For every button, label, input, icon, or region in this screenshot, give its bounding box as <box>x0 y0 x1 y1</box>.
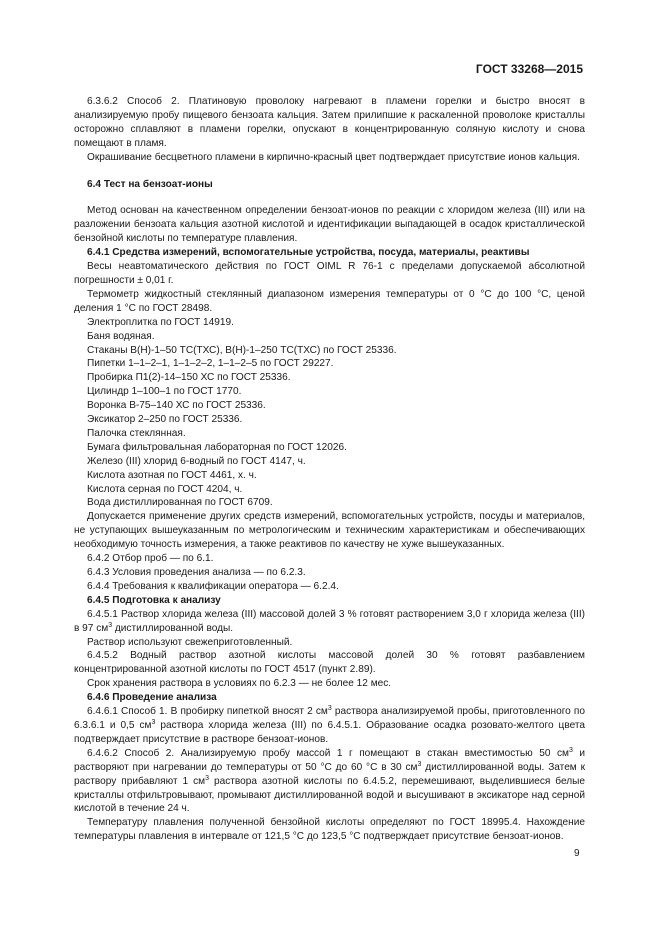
paragraph: 6.3.6.2 Способ 2. Платиновую проволоку нагревают в пламени горелки и быстро вносят в анализируемую пробу пищевого бензоата кальция. Затем прилипшие к раскаленной проволоке кристаллы осторожно сплавляют в пламени горелки, опускают в концентрированную соляную кислоту и снова помещают в пламя. <box>74 96 585 149</box>
section-heading: 6.4 Тест на бензоат-ионы <box>87 178 213 190</box>
paragraph: 6.4.5.2 Водный раствор азотной кислоты массовой долей 30 % готовят разбавлением концентрированной азотной кислоты по ГОСТ 4517 (пункт 2.89). <box>74 650 585 676</box>
list-item: Стаканы В(Н)-1–50 ТС(ТХС), В(Н)-1–250 ТС(ТХС) по ГОСТ 25336. <box>87 344 397 356</box>
list-item: Баня водяная. <box>87 330 155 342</box>
list-item: Цилиндр 1–100–1 по ГОСТ 1770. <box>87 386 242 398</box>
paragraph: Метод основан на качественном определении бензоат-ионов по реакции с хлоридом железа (III) или на разложении бензоата кальция азотной кислотой и идентификации выпадающей в осадок кристаллической бензойной кислоты по температуре плавления. <box>74 205 585 245</box>
paragraph: 6.4.4 Требования к квалификации оператора — 6.2.4. <box>87 580 339 592</box>
list-item: Воронка В-75–140 ХС по ГОСТ 25336. <box>87 400 266 412</box>
document-body <box>74 95 585 844</box>
paragraph: 6.4.3 Условия проведения анализа — по 6.2.3. <box>87 567 306 578</box>
list-item: Кислота серная по ГОСТ 4204, ч. <box>87 483 243 495</box>
list-item: Вода дистиллированная по ГОСТ 6709. <box>87 497 273 509</box>
paragraph: Раствор используют свежеприготовленный. <box>87 636 293 648</box>
paragraph: Допускается применение других средств измерений, вспомогательных устройств, посуды и материалов, не уступающих вышеуказанным по метрологическим и техническим характеристикам и обеспечивающих необходимую точность измерения, а также реактивов по качеству не хуже вышеуказанных. <box>74 511 585 551</box>
paragraph: 6.4.6.2 Способ 2. Анализируемую пробу массой 1 г помещают в стакан вместимостью 50 $см^3$ и растворяют при нагревании до температуры от 50 °С до 60 °С в 30 $см^3$ дистиллированной воды. Затем к раствору прибавляют 1 $см^3$ раствора азотной кислоты по 6.4.5.2, перемешивают, выделившиеся белые кристаллы отфильтровывают, промывают дистиллированной водой и высушивают в эксикаторе над серной кислотой в течение 24 ч. <box>74 746 585 815</box>
list-item: Электроплитка по ГОСТ 14919. <box>87 316 234 328</box>
list-item: Железо (III) хлорид 6-водный по ГОСТ 4147, ч. <box>87 455 306 467</box>
paragraph: 6.4.5.1 Раствор хлорида железа (III) массовой долей 3 % готовят растворением 3,0 г хлорида железа (III) в 97 $см^3$ дистиллированной воды. <box>74 608 585 634</box>
paragraph: 6.4.2 Отбор проб — по 6.1. <box>87 553 214 565</box>
list-item: Бумага фильтровальная лабораторная по ГОСТ 12026. <box>87 441 347 453</box>
paragraph: Срок хранения раствора в условиях по 6.2.3 — не более 12 мес. <box>87 678 392 690</box>
paragraph: Окрашивание бесцветного пламени в кирпично-красный цвет подтверждает присутствие ионов кальция. <box>87 151 580 163</box>
list-item: Эксикатор 2–250 по ГОСТ 25336. <box>87 414 243 426</box>
subsection-heading: 6.4.6 Проведение анализа <box>87 692 217 704</box>
document-code: ГОСТ 33268—2015 <box>475 62 583 76</box>
list-item: Весы неавтоматического действия по ГОСТ OIML R 76-1 с пределами допускаемой абсолютной погрешности ± 0,01 г. <box>74 261 585 286</box>
subsection-heading: 6.4.1 Средства измерений, вспомогательные устройства, посуда, материалы, реактивы <box>87 247 530 259</box>
list-item: Пипетки 1–1–2–1, 1–1–2–2, 1–1–2–5 по ГОСТ 29227. <box>87 358 334 370</box>
subsection-heading: 6.4.5 Подготовка к анализу <box>87 594 221 606</box>
paragraph: Температуру плавления полученной бензойной кислоты определяют по ГОСТ 18995.4. Нахождение температуры плавления в интервале от 121,5 °С до 123,5 °С подтверждает присутствие бензоат-ионов. <box>74 817 585 843</box>
list-item: Кислота азотная по ГОСТ 4461, х. ч. <box>87 469 257 481</box>
list-item: Пробирка П1(2)-14–150 ХС по ГОСТ 25336. <box>87 372 291 384</box>
list-item: Палочка стеклянная. <box>87 427 186 439</box>
paragraph: 6.4.6.1 Способ 1. В пробирку пипеткой вносят 2 $см^3$ раствора анализируемой пробы, приготовленного по 6.3.6.1 и 0,5 $см^3$ раствора хлорида железа (III) по 6.4.5.1. Образование осадка розовато-желтого цвета подтверждает присутствие в растворе бензоат-ионов. <box>74 705 586 745</box>
list-item: Термометр жидкостный стеклянный диапазоном измерения температуры от 0 °С до 100 °С, ценой деления 1 °С по ГОСТ 28498. <box>74 288 585 314</box>
page-number: 9 <box>574 848 580 859</box>
